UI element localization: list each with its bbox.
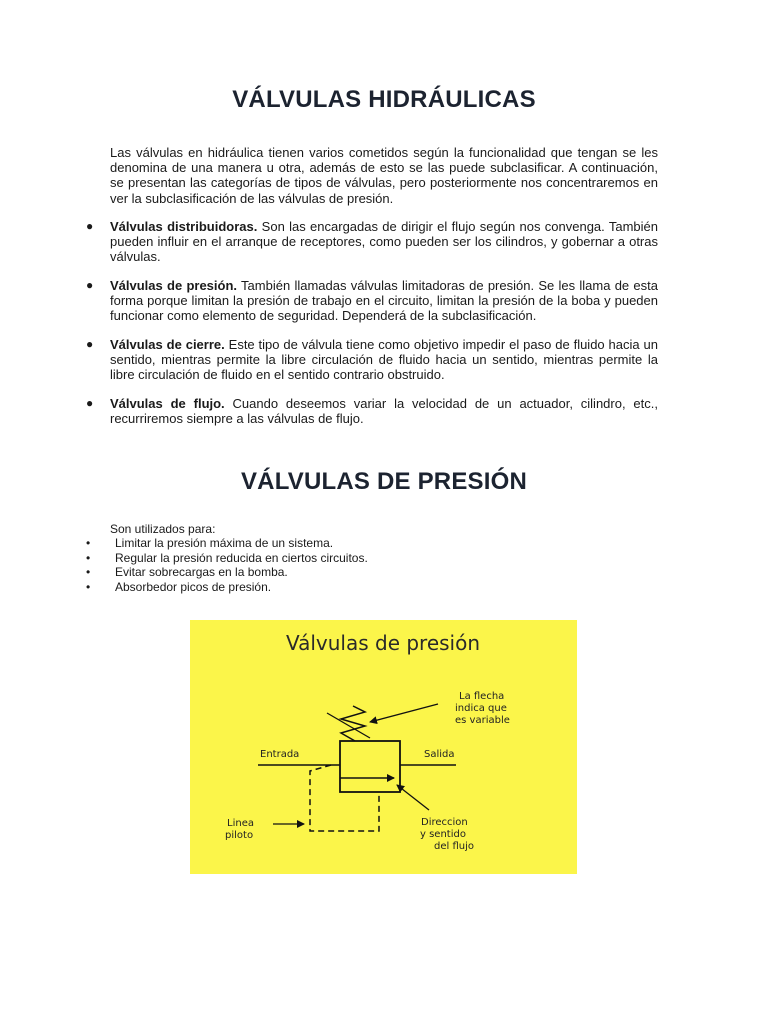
label-arrow-line2: indica que: [455, 703, 507, 714]
bullet-icon: •: [86, 550, 91, 565]
uses-list: [86, 536, 368, 594]
list-item: • Absorbedor picos de presión.: [86, 579, 272, 594]
label-entrada: Entrada: [260, 749, 300, 760]
list-item: • Evitar sobrecargas en la bomba.: [86, 565, 288, 579]
page-title: VÁLVULAS HIDRÁULICAS: [232, 86, 536, 113]
bullet-term: Válvulas de presión.: [110, 278, 238, 293]
bullet-text: También llamadas válvulas limitadoras de presión. Se les llama de esta forma porque limitan la presión de trabajo en el circuito, limitan la presión de la boba y pueden funcionar como elemento de seguridad. Dependerá de la subclasificación.: [110, 278, 659, 324]
bullet-icon: •: [86, 579, 91, 594]
bullet-term: Válvulas de flujo.: [110, 396, 225, 411]
label-arrow-line1: La flecha: [459, 691, 505, 702]
list-item: [86, 278, 658, 324]
bullet-icon: •: [86, 536, 91, 550]
list-item: [86, 396, 658, 426]
bullet-icon: •: [86, 565, 91, 579]
bullet-icon: ●: [86, 278, 94, 292]
valve-body: [340, 741, 400, 792]
label-dir-line2: y sentido: [420, 829, 466, 840]
label-dir-line1: Direccion: [421, 817, 468, 828]
list-item: [86, 219, 658, 265]
valve-diagram: [190, 620, 577, 874]
label-dir-line3: del flujo: [434, 841, 474, 852]
bullet-icon: ●: [86, 219, 94, 233]
list-item: • Limitar la presión máxima de un sistema.: [86, 536, 334, 550]
pilot-line: [310, 765, 379, 831]
bullet-term: Válvulas de cierre.: [110, 337, 225, 352]
label-arrow-line3: es variable: [455, 715, 510, 726]
list-intro: Son utilizados para:: [110, 522, 216, 536]
bullet-icon: ●: [86, 337, 94, 351]
figure-title: Válvulas de presión: [285, 631, 481, 655]
label-linea-line1: Linea: [227, 818, 254, 829]
list-item: [86, 337, 658, 383]
bullet-text: Este tipo de válvula tiene como objetivo impedir el paso de fluido hacia un sentido, mientras permite la libre circulación de fluido hacia un sentido, mientras permite la libre circulación de fluido en el sentido contrario obstruido.: [110, 337, 658, 383]
section-title: VÁLVULAS DE PRESIÓN: [240, 468, 528, 495]
bullet-icon: ●: [86, 396, 94, 410]
bullet-text: Cuando deseemos variar la velocidad de un actuador, cilindro, etc., recurriremos siempre a las válvulas de flujo.: [110, 396, 658, 427]
label-arrow-variable: [370, 704, 438, 722]
list-item: • Regular la presión reducida en ciertos circuitos.: [86, 550, 368, 565]
bullet-text: Son las encargadas de dirigir el flujo según nos convenga. También pueden influir en el arranque de receptores, como pueden ser los cilindros, y gobernar a otras válvulas.: [110, 219, 658, 265]
bullet-term: Válvulas distribuidoras.: [110, 219, 258, 234]
label-linea-line2: piloto: [225, 830, 254, 841]
intro-paragraph: Las válvulas en hidráulica tienen varios cometidos según la funcionalidad que tengan se les denomina de una manera u otra, además de esto se las puede subclasificar. A continuación, se presentan las categorías de tipos de válvulas, pero posteriormente nos concentraremos en ver la subclasificación de las válvulas de presión.: [110, 145, 658, 206]
label-arrow-direction: [397, 785, 429, 810]
pressure-valve-figure: [190, 620, 577, 874]
label-salida: Salida: [424, 749, 455, 760]
